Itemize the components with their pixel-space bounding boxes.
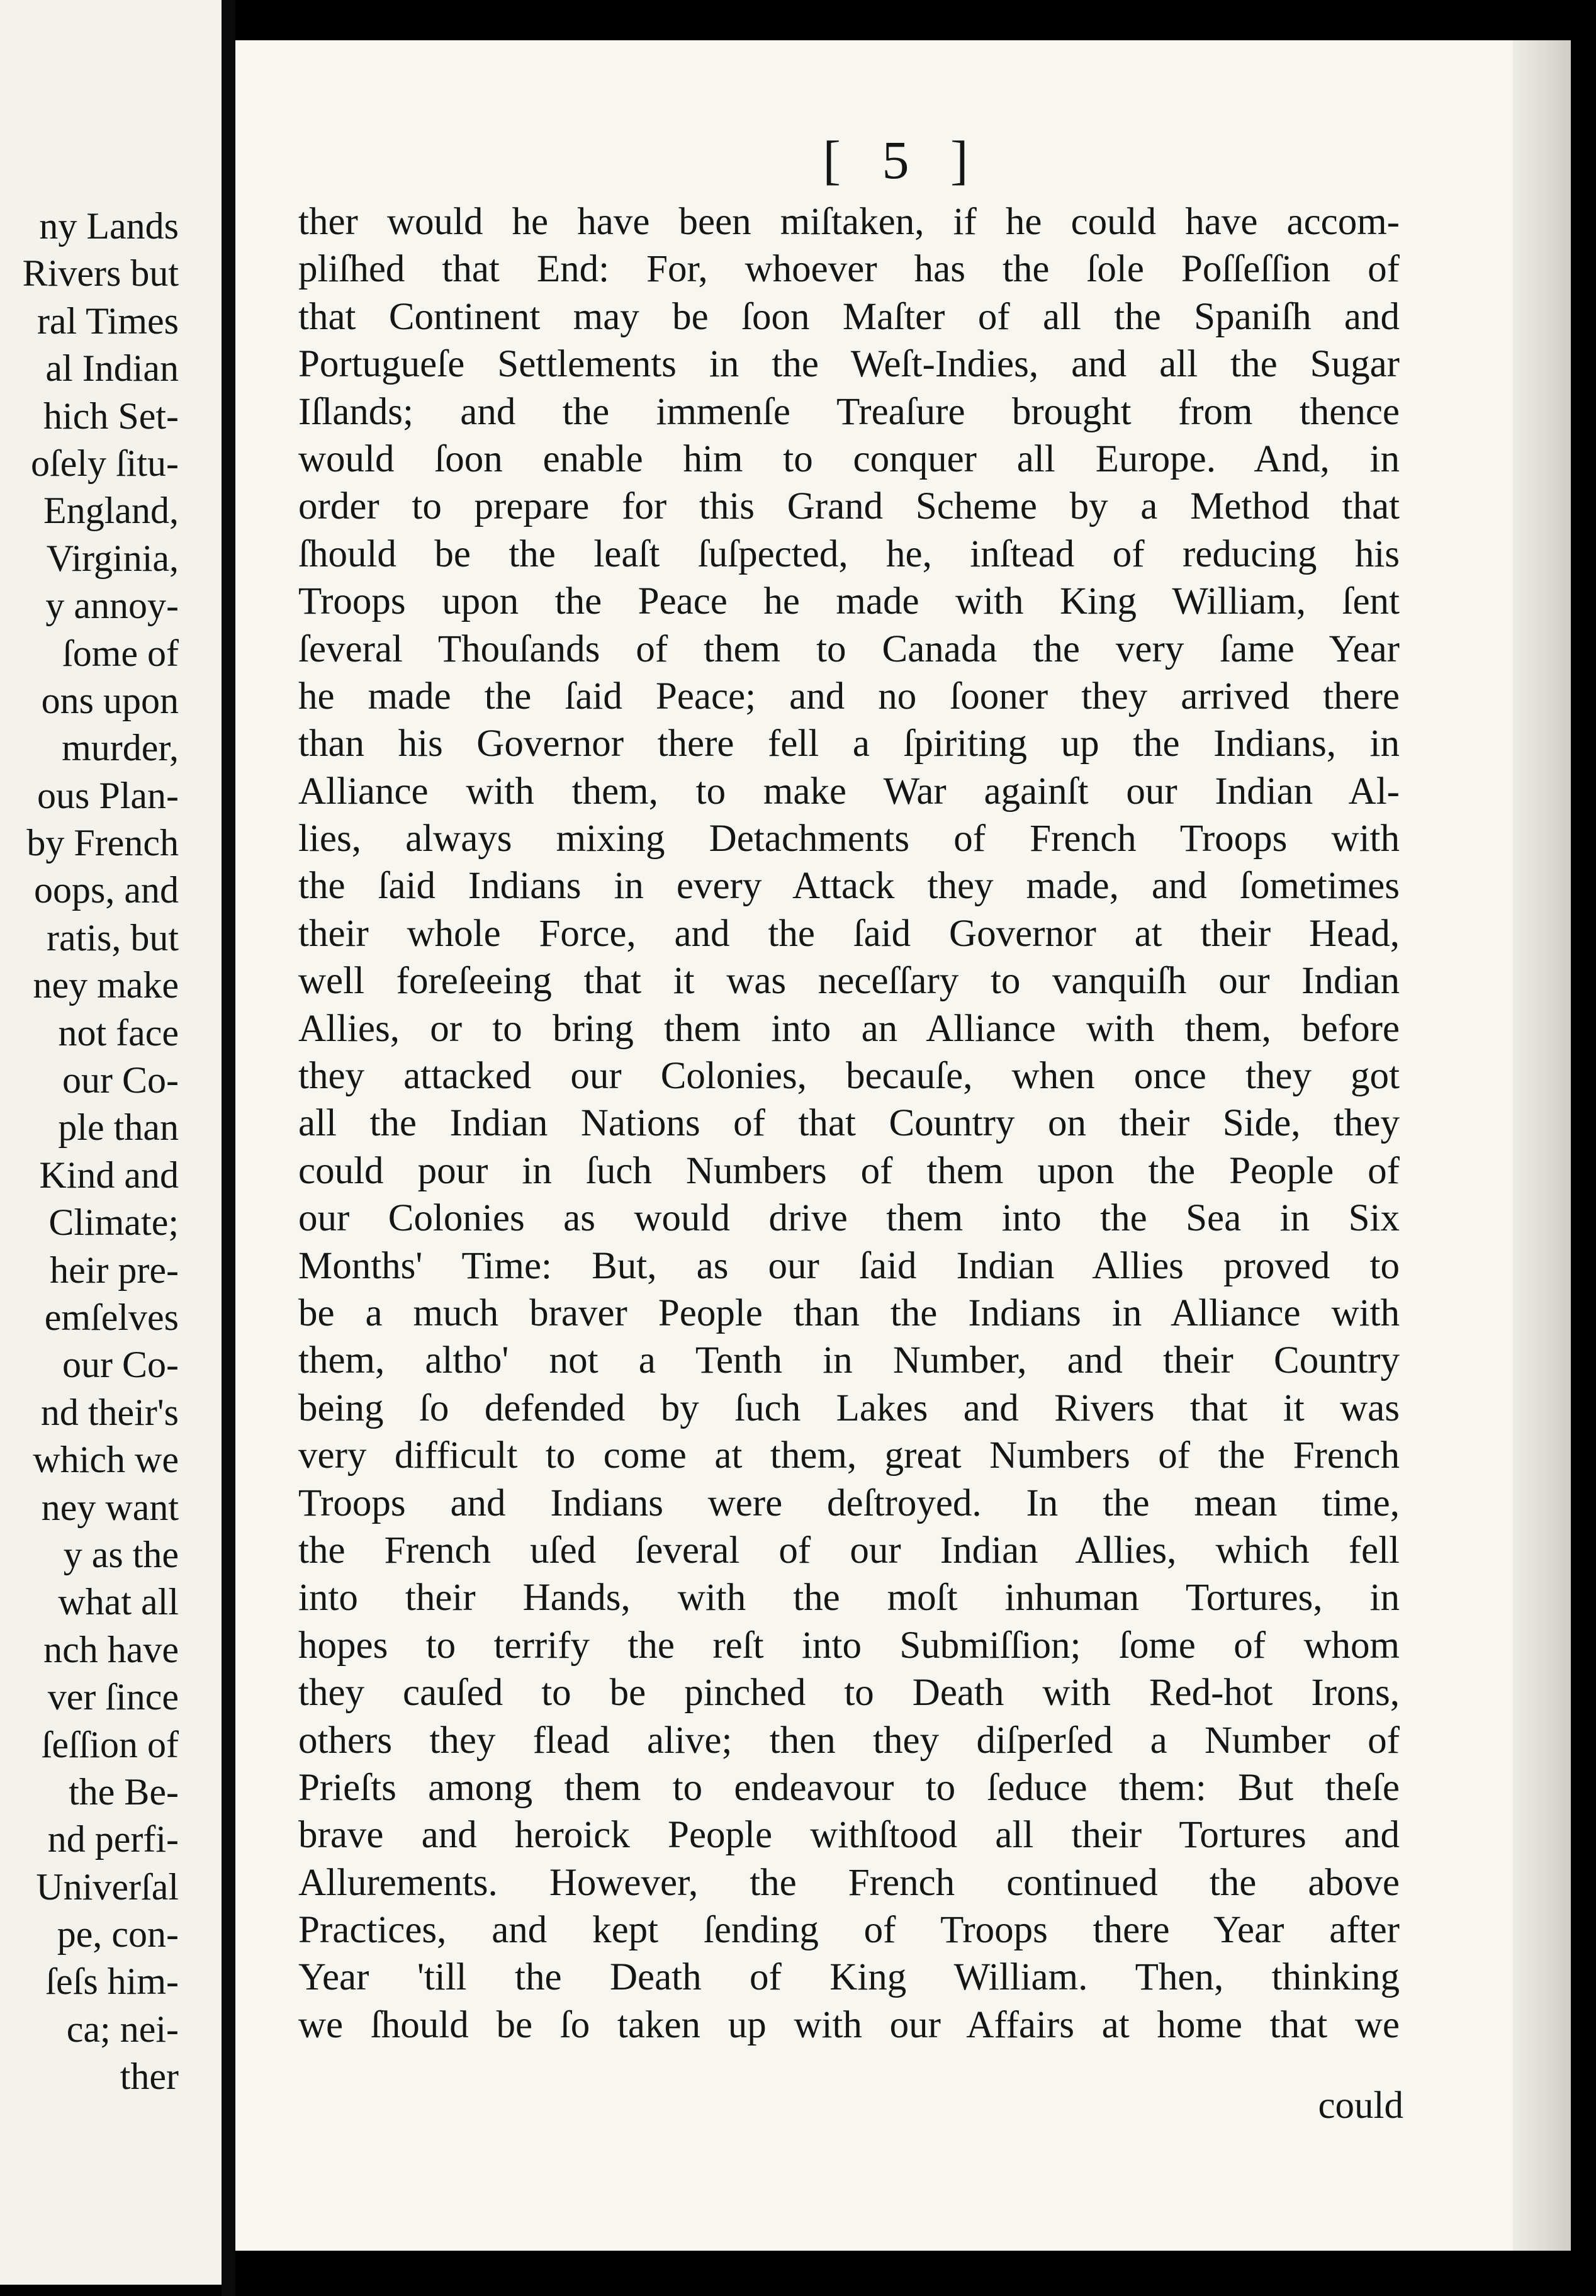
left-text-line: ver ſince <box>47 1676 179 1718</box>
text-line: ſeveral Thouſands of them to Canada the very ſame Year <box>298 627 1400 670</box>
text-line: being ſo defended by ſuch Lakes and Rivers that it was <box>298 1387 1400 1429</box>
left-text-line: oſely ſitu- <box>31 442 179 484</box>
left-text-line: y annoy- <box>45 585 179 627</box>
text-line: than his Governor there fell a ſpiriting up the Indians, in <box>298 723 1400 765</box>
page-number: [ 5 ] <box>823 130 982 190</box>
left-text-line: ons upon <box>41 679 179 721</box>
text-line: all the Indian Nations of that Country on their Side, they <box>298 1102 1400 1145</box>
text-line: Iſlands; and the immenſe Treaſure brought from thence <box>298 390 1400 433</box>
text-line: their whole Force, and the ſaid Governor at their Head, <box>298 912 1400 955</box>
left-text-line: ſeſſion of <box>41 1723 179 1765</box>
text-line: our Colonies as would drive them into the Sea in Six <box>298 1197 1400 1240</box>
text-line: the French uſed ſeveral of our Indian Allies, which fell <box>298 1529 1400 1572</box>
text-line: would ſoon enable him to conquer all Europe. And, in <box>298 437 1400 480</box>
left-text-line: ney make <box>33 964 179 1006</box>
left-text-line: the Be- <box>69 1770 179 1813</box>
text-line: ther would he have been miſtaken, if he could have accom- <box>298 201 1400 243</box>
left-text-line: ther <box>120 2056 179 2098</box>
text-line: into their Hands, with the moſt inhuman Tortures, in <box>298 1577 1400 1619</box>
left-text-line: al Indian <box>45 347 179 390</box>
text-line: Allurements. However, the French continued the above <box>298 1861 1400 1904</box>
left-text-line: nd their's <box>40 1391 179 1433</box>
text-line: hopes to terrify the reſt into Submiſſion; ſome of whom <box>298 1624 1400 1667</box>
catchword: could <box>1318 2085 1403 2127</box>
left-text-line: emſelves <box>44 1296 179 1338</box>
left-text-line: Kind and <box>39 1154 179 1196</box>
left-text-line: pe, con- <box>57 1913 179 1956</box>
text-line: Year 'till the Death of King William. Then, thinking <box>298 1956 1400 1999</box>
text-line: be a much braver People than the Indians in Alliance with <box>298 1292 1400 1334</box>
text-line: Troops and Indians were deſtroyed. In the mean time, <box>298 1482 1400 1524</box>
text-line: we ſhould be ſo taken up with our Affairs at home that we <box>298 2003 1400 2046</box>
left-text-line: ratis, but <box>47 916 179 959</box>
left-text-line: ral Times <box>37 300 179 342</box>
left-text-line: ous Plan- <box>37 774 179 816</box>
left-text-line: what all <box>58 1581 179 1623</box>
left-text-line: our Co- <box>62 1344 179 1386</box>
page-edge <box>1513 40 1571 2251</box>
left-text-line: ſome of <box>62 632 179 674</box>
right-page <box>235 40 1571 2251</box>
left-text-line: ca; nei- <box>66 2008 179 2050</box>
text-line: ſhould be the leaſt ſuſpected, he, inſtead of reducing his <box>298 532 1400 575</box>
text-line: very difficult to come at them, great Numbers of the French <box>298 1434 1400 1477</box>
left-text-line: nch have <box>43 1628 179 1670</box>
left-text-line: hich Set- <box>43 395 179 437</box>
text-line: others they flead alive; then they diſperſed a Number of <box>298 1719 1400 1762</box>
text-line: Allies, or to bring them into an Alliance with them, before <box>298 1007 1400 1050</box>
left-text-line: Climate; <box>48 1201 179 1244</box>
text-line: they cauſed to be pinched to Death with Red-hot Irons, <box>298 1672 1400 1714</box>
left-text-line: by French <box>26 822 179 864</box>
text-line: well foreſeeing that it was neceſſary to vanquiſh our Indian <box>298 960 1400 1003</box>
page-body-text <box>298 198 1400 2049</box>
left-text-line: ney want <box>41 1486 179 1528</box>
left-text-line: Virginia, <box>46 537 179 579</box>
left-page-fragment <box>0 0 222 2285</box>
text-line: Portugueſe Settlements in the Weſt-Indies, and all the Sugar <box>298 343 1400 386</box>
left-text-line: ny Lands <box>39 205 179 247</box>
text-line: the ſaid Indians in every Attack they made, and ſometimes <box>298 865 1400 908</box>
text-line: could pour in ſuch Numbers of them upon the People of <box>298 1149 1400 1192</box>
left-text-line: heir pre- <box>50 1249 179 1291</box>
left-page-text <box>0 203 179 2101</box>
text-line: Practices, and kept ſending of Troops there Year after <box>298 1909 1400 1952</box>
text-line: that Continent may be ſoon Maſter of all the Spaniſh and <box>298 295 1400 338</box>
text-line: he made the ſaid Peace; and no ſooner they arrived there <box>298 675 1400 718</box>
text-line: Alliance with them, to make War againſt our Indian Al- <box>298 770 1400 813</box>
text-line: order to prepare for this Grand Scheme by a Method that <box>298 485 1400 528</box>
text-line: lies, always mixing Detachments of French Troops with <box>298 818 1400 860</box>
left-text-line: murder, <box>62 727 179 769</box>
text-line: Troops upon the Peace he made with King William, ſent <box>298 580 1400 623</box>
left-text-line: oops, and <box>34 869 179 911</box>
left-text-line: Univerſal <box>36 1866 179 1908</box>
left-text-line: our Co- <box>62 1059 179 1101</box>
left-text-line: England, <box>43 490 179 532</box>
text-line: Months' Time: But, as our ſaid Indian Allies proved to <box>298 1244 1400 1287</box>
left-text-line: y as the <box>63 1533 179 1575</box>
left-text-line: not face <box>58 1011 179 1054</box>
text-line: them, altho' not a Tenth in Number, and their Country <box>298 1339 1400 1382</box>
text-line: they attacked our Colonies, becauſe, when once they got <box>298 1055 1400 1098</box>
left-text-line: ple than <box>58 1106 179 1149</box>
text-line: pliſhed that End: For, whoever has the ſole Poſſeſſion of <box>298 248 1400 291</box>
text-line: brave and heroick People withſtood all their Tortures and <box>298 1814 1400 1857</box>
left-text-line: which we <box>33 1439 179 1481</box>
left-text-line: ſeſs him- <box>45 1961 179 2003</box>
text-line: Prieſts among them to endeavour to ſeduce them: But theſe <box>298 1766 1400 1809</box>
book-gutter <box>222 0 235 2296</box>
left-text-line: nd perfi- <box>47 1818 179 1860</box>
left-text-line: Rivers but <box>22 252 179 295</box>
